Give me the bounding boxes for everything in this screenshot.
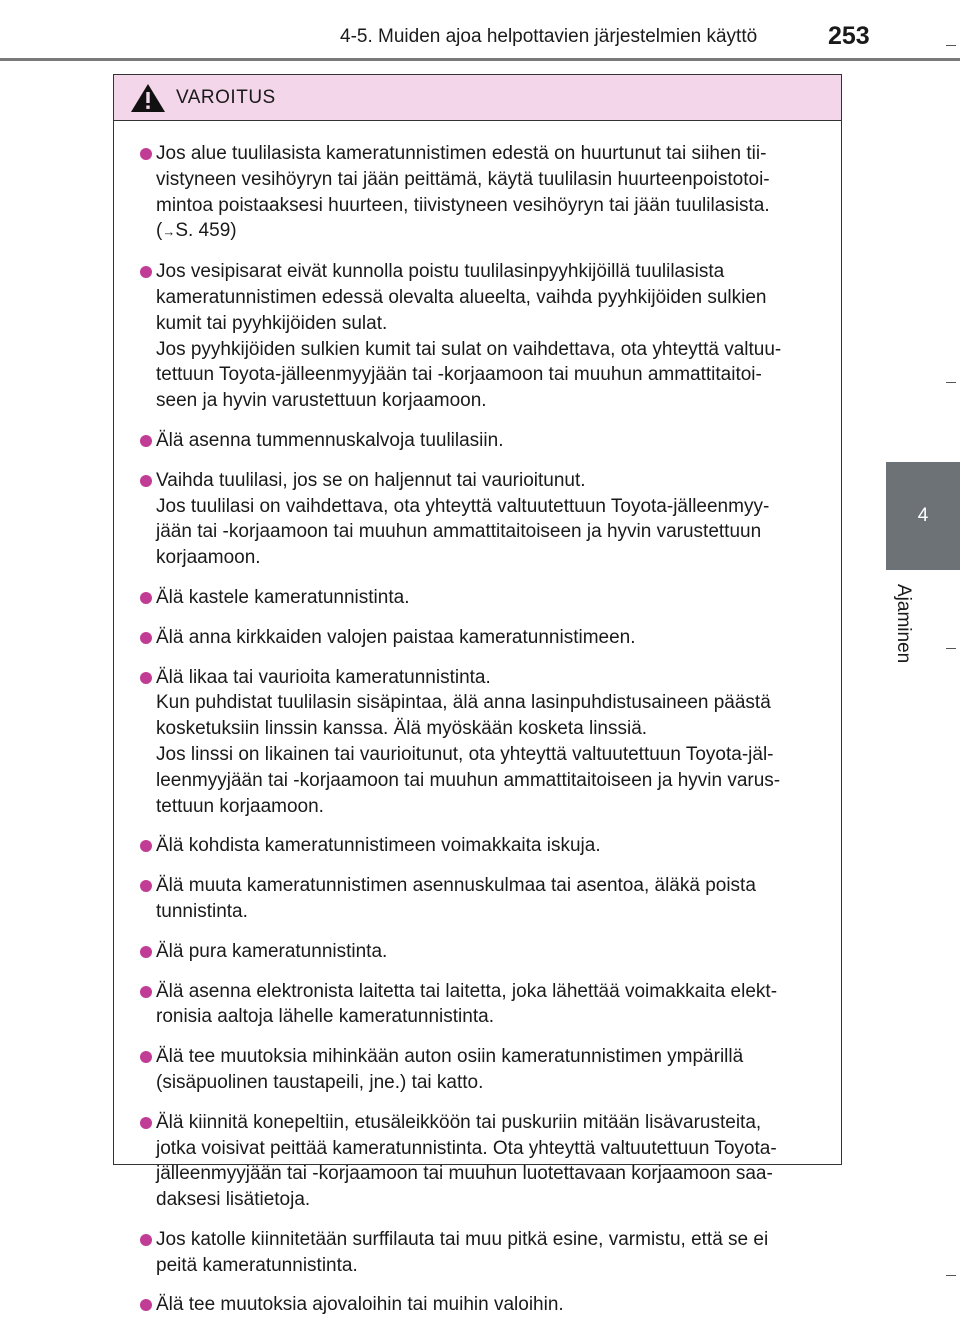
warning-text-line: kameratunnistimen edessä olevalta alueelta, vaihda pyyhkijöiden sulkien <box>156 286 767 308</box>
warning-item <box>140 939 829 965</box>
arrow-right-icon: → <box>162 224 176 240</box>
warning-item <box>140 1044 829 1096</box>
warning-list <box>114 121 841 1318</box>
warning-text-line: (sisäpuolinen taustapeili, jne.) tai katto. <box>156 1071 484 1093</box>
warning-text-line: Älä muuta kameratunnistimen asennuskulmaa tai asentoa, äläkä poista <box>156 875 756 897</box>
crop-mark <box>946 382 956 383</box>
warning-text-line: jälleenmyyjään tai -korjaamoon tai muuhun luotettavaan korjaamoon saa- <box>156 1163 773 1185</box>
crop-mark <box>946 45 956 46</box>
header-divider <box>0 58 960 61</box>
warning-text-line: Jos tuulilasi on vaihdettava, ota yhteyttä valtuutettuun Toyota-jälleenmyy- <box>156 495 770 517</box>
warning-text-line: Älä tee muutoksia ajovaloihin tai muihin valoihin. <box>156 1294 564 1316</box>
section-title: 4-5. Muiden ajoa helpottavien järjestelmien käyttö <box>340 26 758 47</box>
warning-text-line: daksesi lisätietoja. <box>156 1189 311 1211</box>
warning-item <box>140 665 829 820</box>
warning-text-line: Älä kastele kameratunnistinta. <box>156 586 410 608</box>
warning-text-line: Älä asenna tummennuskalvoja tuulilasiin. <box>156 429 504 451</box>
warning-text-line: ronisia aaltoja lähelle kameratunnistinta. <box>156 1006 494 1028</box>
warning-item <box>140 1110 829 1213</box>
warning-item <box>140 833 829 859</box>
warning-text-line: kosketuksiin linssin kanssa. Älä myöskään kosketa linssiä. <box>156 718 648 740</box>
warning-item <box>140 141 829 245</box>
warning-text-line: jään tai -korjaamoon tai muuhun ammattitaitoiseen ja hyvin varustettuun <box>156 521 762 543</box>
warning-text-line: mintoa poistaaksesi huurteen, tiivistyneen vesihöyryn tai jään tuulilasista. <box>156 194 770 216</box>
warning-text-line: Jos alue tuulilasista kameratunnistimen edestä on huurtunut tai siihen tii- <box>156 143 767 164</box>
bullet-icon <box>140 672 152 684</box>
bullet-icon <box>140 148 152 160</box>
page-reference[interactable]: (→S. 459) <box>156 220 237 242</box>
crop-mark <box>946 1275 956 1276</box>
warning-text-line: Jos linssi on likainen tai vaurioitunut, ota yhteyttä valtuutettuun Toyota-jäl- <box>156 743 774 765</box>
warning-title: VAROITUS <box>176 86 276 108</box>
warning-text-line: tunnistinta. <box>156 900 248 922</box>
bullet-icon <box>140 435 152 447</box>
warning-header <box>114 75 841 121</box>
warning-text-line: seen ja hyvin varustettuun korjaamoon. <box>156 390 487 412</box>
bullet-icon <box>140 986 152 998</box>
warning-text-line: vistyneen vesihöyryn tai jään peittämä, käytä tuulilasin huurteenpoistotoi- <box>156 168 770 190</box>
page-reference-text: S. 459 <box>175 220 231 242</box>
warning-item <box>140 259 829 414</box>
chapter-label <box>880 580 920 690</box>
bullet-icon <box>140 475 152 487</box>
warning-text-line: peitä kameratunnistinta. <box>156 1254 358 1276</box>
warning-item <box>140 585 829 611</box>
crop-mark <box>946 648 956 649</box>
warning-text-line: tettuun korjaamoon. <box>156 795 324 817</box>
warning-text-line: Jos katolle kiinnitetään surffilauta tai muu pitkä esine, varmistu, että se ei <box>156 1228 769 1250</box>
warning-text-line: Kun puhdistat tuulilasin sisäpintaa, älä anna lasinpuhdistusaineen päästä <box>156 692 771 714</box>
bullet-icon <box>140 1299 152 1311</box>
bullet-icon <box>140 1051 152 1063</box>
warning-item <box>140 1227 829 1279</box>
bullet-icon <box>140 632 152 644</box>
warning-text-line: jotka voisivat peittää kameratunnistinta. Ota yhteyttä valtuutettuun Toyota- <box>156 1137 777 1159</box>
bullet-icon <box>140 880 152 892</box>
warning-item <box>140 1292 829 1318</box>
bullet-icon <box>140 266 152 278</box>
bullet-icon <box>140 592 152 604</box>
warning-text-line: Älä tee muutoksia mihinkään auton osiin kameratunnistimen ympärillä <box>156 1046 744 1068</box>
warning-text-line: Jos pyyhkijöiden sulkien kumit tai sulat on vaihdettava, ota yhteyttä valtuu- <box>156 338 782 360</box>
warning-text-line: Älä likaa tai vaurioita kameratunnistinta. <box>156 666 491 688</box>
warning-text-line: leenmyyjään tai -korjaamoon tai muuhun ammattitaitoiseen ja hyvin varus- <box>156 769 781 791</box>
warning-text-line: Älä pura kameratunnistinta. <box>156 940 388 962</box>
bullet-icon <box>140 1117 152 1129</box>
bullet-icon <box>140 946 152 958</box>
warning-text-line: Älä kiinnitä konepeltiin, etusäleikköön tai puskuriin mitään lisävarusteita, <box>156 1111 762 1133</box>
warning-text-line: Vaihda tuulilasi, jos se on haljennut tai vaurioitunut. <box>156 469 586 491</box>
chapter-label-text: Ajaminen <box>893 584 914 664</box>
warning-item <box>140 979 829 1031</box>
warning-triangle-icon <box>130 83 166 113</box>
warning-text-line: Älä anna kirkkaiden valojen paistaa kameratunnistimeen. <box>156 626 636 648</box>
warning-item <box>140 468 829 571</box>
warning-text-line: tettuun Toyota-jälleenmyyjään tai -korjaamoon tai muuhun ammattitaitoi- <box>156 364 762 386</box>
chapter-number: 4 <box>917 505 929 526</box>
bullet-icon <box>140 840 152 852</box>
warning-text-line: Älä kohdista kameratunnistimeen voimakkaita iskuja. <box>156 835 601 857</box>
warning-item <box>140 625 829 651</box>
warning-box <box>113 74 842 1316</box>
page-number: 253 <box>828 22 870 50</box>
warning-item <box>140 873 829 925</box>
warning-text-line: kumit tai pyyhkijöiden sulat. <box>156 312 388 334</box>
warning-text-line: Älä asenna elektronista laitetta tai laitetta, joka lähettää voimakkaita elekt- <box>156 980 778 1002</box>
warning-text-line: Jos vesipisarat eivät kunnolla poistu tuulilasinpyyhkijöillä tuulilasista <box>156 261 725 283</box>
chapter-tab <box>886 462 960 570</box>
warning-text-line: korjaamoon. <box>156 547 261 569</box>
warning-item <box>140 428 829 454</box>
bullet-icon <box>140 1234 152 1246</box>
